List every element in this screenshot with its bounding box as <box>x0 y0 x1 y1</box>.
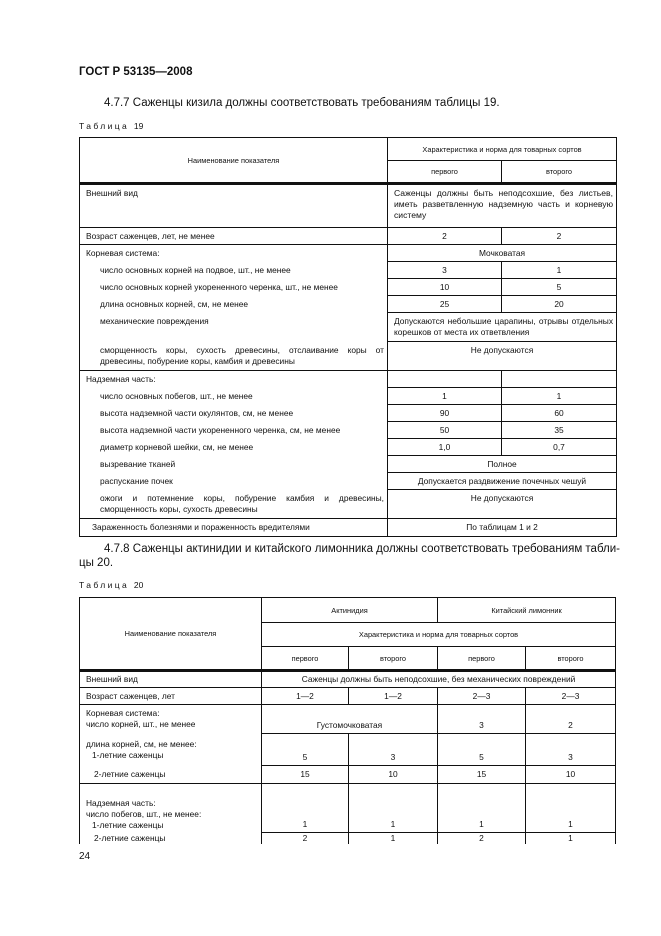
table19-row-name: Надземная часть: <box>80 371 388 388</box>
table20-header-subgroup: Характеристика и норма для товарных сортов <box>262 623 616 647</box>
table19-cell-second: 2 <box>502 228 617 245</box>
table19-row-name: число основных корней укорененного черенка, шт., не менее <box>80 279 388 296</box>
table20-row-name-line3: 1-летние саженцы <box>92 819 164 830</box>
table19-cell-second: 5 <box>502 279 617 296</box>
table19-header-second: второго <box>502 161 617 184</box>
table19-cell-first: 50 <box>388 422 502 439</box>
table19-cell-first: 2 <box>388 228 502 245</box>
table20-cell: 3 <box>349 734 438 766</box>
table19-row-name: длина основных корней, см, не менее <box>80 296 388 313</box>
table20-row-name-line2: число побегов, шт., не менее: <box>86 808 202 819</box>
table20-row-name-line1: Надземная часть: <box>86 797 156 808</box>
table19-row-name: Возраст саженцев, лет, не менее <box>80 228 388 245</box>
table20-row-name-line1: Корневая система: <box>86 708 160 719</box>
page-number: 24 <box>79 851 91 862</box>
table19-header-name: Наименование показателя <box>80 138 388 184</box>
table19-row-merged: Не допускаются <box>388 342 617 371</box>
table20-row-name <box>80 734 262 766</box>
table20-cell: 5 <box>438 734 526 766</box>
table19-cell-second: 1 <box>502 262 617 279</box>
table20-cell: 1 <box>349 784 438 833</box>
table20-cell: 1 <box>526 833 616 845</box>
table19-row-name: вызревание тканей <box>80 456 388 473</box>
table20-cell: 5 <box>262 734 349 766</box>
table20-header-actinidia: Актинидия <box>262 598 438 623</box>
table19-row-name: диаметр корневой шейки, см, не менее <box>80 439 388 456</box>
section-4-7-8-line1: 4.7.8 Саженцы актинидии и китайского лимонника должны соответствовать требованиям табли- <box>104 543 620 555</box>
table19-caption-number: 19 <box>133 121 144 131</box>
table20-cell: 1 <box>438 784 526 833</box>
table19-cell-second: 0,7 <box>502 439 617 456</box>
table20-cell: 10 <box>526 766 616 784</box>
table20-header-a-first: первого <box>262 647 349 671</box>
table20-header-schisandra: Китайский лимонник <box>438 598 616 623</box>
table19-row-name: высота надземной части окулянтов, см, не менее <box>80 405 388 422</box>
table-20 <box>79 597 616 844</box>
table20-caption-word: Таблица <box>79 580 130 590</box>
table20-row-name <box>80 705 262 734</box>
table19-cell-second: 1 <box>502 388 617 405</box>
table19-row-merged: По таблицам 1 и 2 <box>388 519 617 537</box>
table19-row-name: ожоги и потемнение коры, побурение камбия и древесины, сморщенность коры, сухость древесины <box>80 490 388 519</box>
table19-row-name: сморщенность коры, сухость древесины, отслаивание коры от древесины, побурение коры, камбия и древесины <box>80 342 388 371</box>
table19-cell-first: 1,0 <box>388 439 502 456</box>
table20-row-merged: Саженцы должны быть неподсохшие, без механических повреждений <box>262 671 616 688</box>
table20-cell: 1 <box>526 784 616 833</box>
table19-row-name: Зараженность болезнями и пораженность вредителями <box>80 519 388 537</box>
table20-cell: 2—3 <box>438 688 526 705</box>
table20-row-name: 2-летние саженцы <box>80 833 262 845</box>
table20-cell: 2 <box>438 833 526 845</box>
table19-cell-second <box>502 371 617 388</box>
table20-cell: 15 <box>438 766 526 784</box>
table19-row-merged: Допускается раздвижение почечных чешуй <box>388 473 617 490</box>
table19-cell-second: 20 <box>502 296 617 313</box>
table20-cell: 3 <box>526 734 616 766</box>
table19-cell-first: 25 <box>388 296 502 313</box>
table20-header-a-second: второго <box>349 647 438 671</box>
table19-row-merged: Мочковатая <box>388 245 617 262</box>
table19-row-merged: Допускаются небольшие царапины, отрывы отдельных корешков от места их ответвления <box>388 313 617 342</box>
table20-header-name: Наименование показателя <box>80 598 262 671</box>
table20-caption-number: 20 <box>133 580 144 590</box>
table19-cell-first: 90 <box>388 405 502 422</box>
table20-row-name: Возраст саженцев, лет <box>80 688 262 705</box>
table20-cell-merged: Густомочковатая <box>262 705 438 734</box>
table20-cell: 2 <box>262 833 349 845</box>
table19-cell-second: 35 <box>502 422 617 439</box>
section-4-7-8-line2: цы 20. <box>79 557 114 569</box>
table20-cell: 10 <box>349 766 438 784</box>
table19-row-name: Внешний вид <box>80 184 388 228</box>
table19-caption <box>79 121 143 131</box>
table20-cell: 1 <box>262 784 349 833</box>
table19-row-name: число основных побегов, шт., не менее <box>80 388 388 405</box>
table20-row-name-line1: длина корней, см, не менее: <box>86 738 197 749</box>
table20-cell: 3 <box>438 705 526 734</box>
table20-cell: 1—2 <box>262 688 349 705</box>
table20-caption <box>79 580 143 590</box>
table19-cell-first: 3 <box>388 262 502 279</box>
table19-cell-first: 1 <box>388 388 502 405</box>
table19-cell-first: 10 <box>388 279 502 296</box>
table19-row-name: распускание почек <box>80 473 388 490</box>
table20-row-name-line2: 1-летние саженцы <box>92 749 164 760</box>
table19-row-name: механические повреждения <box>80 313 388 342</box>
table19-row-name: число основных корней на подвое, шт., не менее <box>80 262 388 279</box>
table19-row-name: Корневая система: <box>80 245 388 262</box>
table19-cell-second: 60 <box>502 405 617 422</box>
table19-caption-word: Таблица <box>79 121 130 131</box>
table19-cell-first <box>388 371 502 388</box>
table20-cell: 1 <box>349 833 438 845</box>
table20-header-b-second: второго <box>526 647 616 671</box>
table19-row-name: высота надземной части укорененного черенка, см, не менее <box>80 422 388 439</box>
table20-row-name <box>80 784 262 833</box>
table20-row-name: Внешний вид <box>80 671 262 688</box>
table20-cell: 15 <box>262 766 349 784</box>
table19-header-group: Характеристика и норма для товарных сортов <box>388 138 617 161</box>
table20-cell: 2—3 <box>526 688 616 705</box>
table20-header-b-first: первого <box>438 647 526 671</box>
table20-cell: 1—2 <box>349 688 438 705</box>
table19-row-merged: Полное <box>388 456 617 473</box>
document-header: ГОСТ Р 53135—2008 <box>79 66 193 78</box>
table20-cell: 2 <box>526 705 616 734</box>
section-4-7-7-text: 4.7.7 Саженцы кизила должны соответствовать требованиям таблицы 19. <box>104 97 500 109</box>
table19-row-merged: Саженцы должны быть неподсохшие, без листьев, иметь разветвленную надземную часть и корневую систему <box>388 184 617 228</box>
table19-header-first: первого <box>388 161 502 184</box>
table-19 <box>79 137 617 537</box>
table19-row-merged: Не допускаются <box>388 490 617 519</box>
table20-row-name-line2: число корней, шт., не менее <box>86 719 196 730</box>
table20-row-name: 2-летние саженцы <box>80 766 262 784</box>
